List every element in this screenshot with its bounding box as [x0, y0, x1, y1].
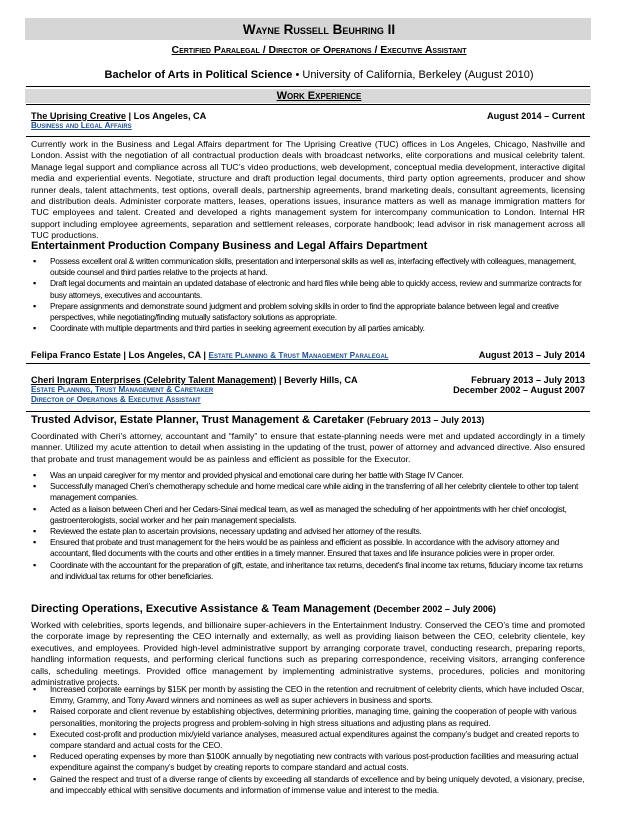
- list-item: ▪ Raised corporate and client revenue by establishing objectives, determining priorities, managing time, gaining the cooperation of people with various personalities, monitoring the projects progress and problem-solving in high stress situations and adjusting plans as required.: [31, 706, 585, 728]
- job1-heading: Entertainment Production Company Business and Legal Affairs Department: [31, 240, 428, 252]
- list-item: ▪ Acted as a liaison between Cheri and her Cedars-Sinai medical team, as well as managed the scheduling of her appointments with her chief oncologist, gastroenterologists, social worker and her pain management specialists.: [31, 504, 585, 526]
- job-cheri-ingram: [31, 375, 585, 404]
- job3-bullets-2: [31, 684, 585, 796]
- job-uprising-creative: [31, 111, 585, 130]
- list-item: ▪ Draft legal documents and maintain an updated database of electronic and hard files while being able to quickly access, review and summarize contracts for busy attorneys, executives and accountants.: [31, 278, 585, 300]
- list-item: ▪ Was an unpaid caregiver for my mentor and provided physical and emotional care during her battle with Stage IV Cancer.: [31, 470, 585, 481]
- list-item: ▪ Gained the respect and trust of a diverse range of clients by exceeding all standards of excellence and by being uniquely devoted, a visionary, precise, and impeccably ethical with sensitive documents and information of immense value and interest to the media.: [31, 774, 585, 796]
- education-line: [0, 69, 638, 81]
- job-role-2: Director of Operations & Executive Assistant: [31, 395, 201, 404]
- role-row-1: [31, 385, 585, 395]
- divider-job3: [26, 411, 590, 412]
- heading-dates: (February 2013 – July 2013): [366, 415, 485, 425]
- job-dates: February 2013 – July 2013: [471, 375, 585, 385]
- divider-section: [26, 104, 590, 105]
- job-header: [31, 350, 585, 360]
- employer-name: The Uprising Creative: [31, 111, 126, 121]
- heading-dates: (December 2002 – July 2006): [373, 604, 496, 614]
- employer-name: Felipa Franco Estate | Los Angeles, CA |: [31, 350, 206, 360]
- list-item: ▪ Ensured that probate and trust management for the heirs would be as painless and efficient as possible. In accordance with the advisory attorney and accountant, filed documents with the courts and other entities in a timely manner. Ensured that taxes and life insurance policies were in proper order.: [31, 537, 585, 559]
- school: University of California, Berkeley (August 2010): [302, 69, 534, 81]
- job-felipa-franco: [31, 350, 585, 360]
- divider-job2: [26, 363, 590, 364]
- list-item: ▪ Reviewed the estate plan to ascertain provisions, necessary updating and advised her attorney of the results.: [31, 526, 585, 537]
- employer-name: Cheri Ingram Enterprises (Celebrity Talent Management): [31, 375, 277, 385]
- job1-bullets: [31, 256, 585, 334]
- job1-summary: Currently work in the Business and Legal Affairs department for The Uprising Creative (TUC) offices in Los Angeles, Chicago, Nashville and London. Assist with the negotiation of all contractual production deals with broadcast networks, elite corporations and musical celebrity talent. Manage legal support and compliance across all TUC’s video productions, web development, conceptual media development, interactive digital media and experiential events. Negotiate, structure and draft production legal documents, third party option agreements, producer and show runner deals, talent attachments, test options, overall deals, partnership agreements, brand marketing deals, consultant agreements, licensing and distribution deals. Administer corporate matters, leases, operations issues, insurance matters as well as manage immigration matters for TUC employees and talent. Created and developed a rights management system for intercompany communication to London. Internal HR support including employee agreements, separation and settlement releases, corporate handbook; lead advisor in risk management across all TUC productions.: [31, 139, 585, 241]
- list-item: ▪ Executed cost-profit and production mix/yield variance analyses, measured actual expenditures against the company’s budget and created reports to compare standard and actual costs for the CEO.: [31, 729, 585, 751]
- job-dates: August 2013 – July 2014: [478, 350, 585, 360]
- job3-summary-2: Worked with celebrities, sports legends, and billionaire super-achievers in the Entertainment Industry. Conserved the CEO’s time and promoted the corporate image by representing the CEO internally and externally, as well as providing liaison between the CEO, celebrity clientele, key executives, and employees. Provided high-level administrative support by arranging corporate travel, conducting research, preparing reports, handling information requests, and performing clerical functions such as preparing correspondence, receiving visitors, arranging conference calls, scheduling meetings. Provided office management by implementing administrative systems, procedures, policies and monitoring administrative projects.: [31, 620, 585, 688]
- employer-location: | Beverly Hills, CA: [278, 375, 358, 385]
- job3-heading-2: [31, 603, 585, 615]
- degree: Bachelor of Arts in Political Science: [104, 69, 293, 81]
- separator-bullet: •: [295, 69, 300, 81]
- job-role: Estate Planning & Trust Management Paralegal: [208, 351, 389, 360]
- list-item: ▪ Coordinate with multiple departments and third parties in seeking agreement execution by all parties amicably.: [31, 323, 585, 334]
- job-header: [31, 375, 585, 385]
- job-header: [31, 111, 585, 121]
- section-title: Work Experience: [276, 90, 362, 102]
- job-dates: August 2014 – Current: [486, 111, 585, 121]
- list-item: ▪ Prepare assignments and demonstrate sound judgment and problem solving skills in order to find the appropriate balance between legal and creative perspectives, while negotiating/finding mutually satisfactory solutions as appropriate.: [31, 301, 585, 323]
- list-item: ▪ Increased corporate earnings by $15K per month by assisting the CEO in the retention and recruitment of celebrity clients, which have included Oscar, Emmy, Grammy, and Tony Award winners and nominees as well as super achievers in business and sports.: [31, 684, 585, 706]
- job-role: Estate Planning, Trust Management & Caretaker: [31, 385, 214, 394]
- candidate-title: Certified Paralegal / Director of Operations / Executive Assistant: [171, 44, 467, 56]
- heading-text: Directing Operations, Executive Assistance & Team Management: [31, 603, 371, 615]
- job3-summary-1: Coordinated with Cheri’s attorney, accountant and “family” to ensure that estate-planning needs were met and updated accordingly in a timely manner. Utilized my acute attention to detail when assisting in the updating of the trust, power of attorney and advanced directive. Also ensured that probate and trust management would be as painless and efficient as possible for the Executor.: [31, 431, 585, 464]
- department: Business and Legal Affairs: [31, 121, 132, 130]
- heading-text: Trusted Advisor, Estate Planner, Trust Management & Caretaker: [31, 414, 364, 426]
- job3-bullets-1: [31, 470, 585, 582]
- candidate-name: Wayne Russell Beuhring II: [242, 22, 396, 37]
- divider-job1: [26, 136, 590, 137]
- list-item: ▪ Possess excellent oral & written communication skills, presentation and interpersonal skills as well as, interfacing effectively with colleagues, management, outside counsel and third parties relative to the projects at hand.: [31, 256, 585, 278]
- job3-heading-1: [31, 414, 585, 426]
- list-item: ▪ Successfully managed Cheri’s chemotherapy schedule and home medical care while aiding in the transferring of all her celebrity clientele to other top talent management companies.: [31, 481, 585, 503]
- divider-top: [26, 86, 590, 87]
- list-item: ▪ Reduced operating expenses by more than $100K annually by negotiating new contracts with various post-production facilities and measuring actual expenditure against the company’s budget by creating reports to compare standard and actual costs.: [31, 751, 585, 773]
- role-dates: December 2002 – August 2007: [453, 385, 585, 395]
- employer-location: | Los Angeles, CA: [128, 111, 207, 121]
- list-item: ▪ Coordinate with the accountant for the preparation of gift, estate, and inheritance tax returns, decedent's final income tax returns, fiduciary income tax returns and individual tax returns for other beneficiaries.: [31, 560, 585, 582]
